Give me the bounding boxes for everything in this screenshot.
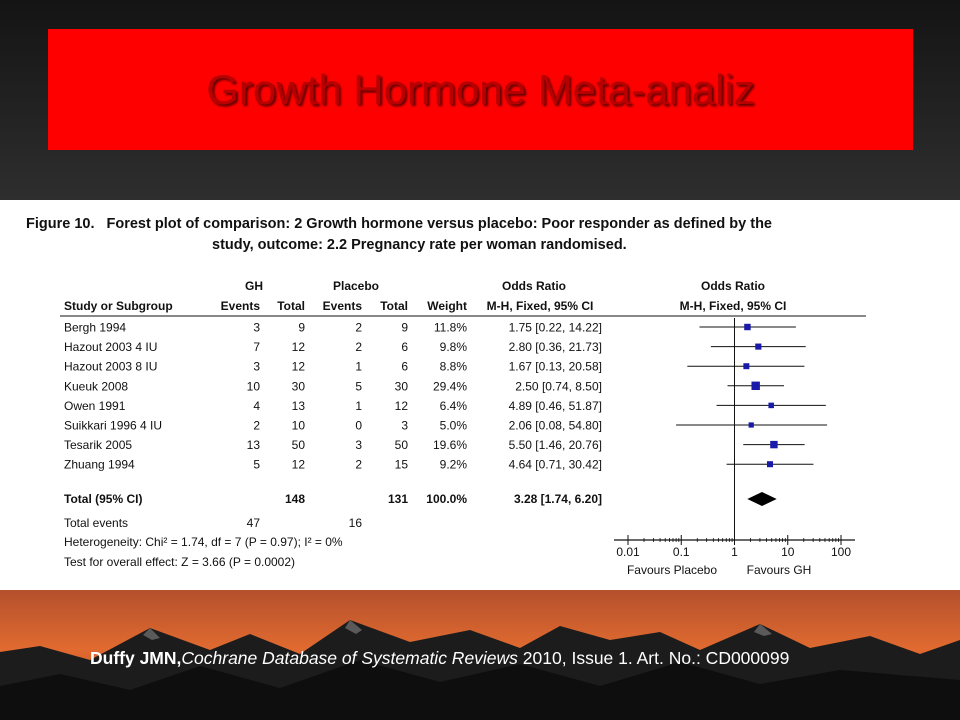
study-name: Kueuk 2008 — [64, 379, 129, 394]
weight: 8.8% — [439, 359, 467, 374]
pl-events: 2 — [355, 457, 362, 472]
gh-total: 12 — [291, 359, 305, 374]
favours-gh-label: Favours GH — [746, 563, 812, 577]
x-tick-label: 10 — [781, 545, 795, 559]
pl-total: 15 — [394, 457, 408, 472]
gh-total: 9 — [298, 320, 305, 335]
study-rows — [64, 321, 827, 472]
study-name: Hazout 2003 4 IU — [64, 340, 158, 355]
header-study: Study or Subgroup — [64, 299, 173, 313]
citation — [90, 646, 910, 670]
total-ci: 3.28 [1.74, 6.20] — [513, 492, 602, 506]
point-estimate-square — [744, 324, 750, 330]
x-tick-label: 100 — [830, 545, 852, 559]
header-odds-ratio-plot: Odds Ratio — [700, 279, 766, 293]
gh-events: 13 — [246, 438, 260, 453]
gh-events: 3 — [253, 359, 260, 374]
header-pl-events: Events — [322, 299, 362, 313]
x-tick-label: 0.01 — [616, 545, 640, 559]
pl-events: 1 — [355, 359, 362, 374]
pl-total: 30 — [394, 379, 408, 394]
weight: 5.0% — [439, 418, 467, 433]
pl-events: 0 — [355, 418, 362, 433]
table-row — [64, 340, 806, 354]
point-estimate-square — [770, 441, 777, 448]
total-weight: 100.0% — [426, 492, 467, 506]
total-events-label: Total events — [64, 516, 129, 530]
figure-panel — [0, 200, 960, 590]
slide-title: Growth Hormone Meta-analiz — [206, 65, 755, 113]
gh-events: 5 — [253, 457, 260, 472]
gh-total: 30 — [291, 379, 305, 394]
table-row — [64, 419, 827, 433]
odds-ratio-ci: 2.50 [0.74, 8.50] — [515, 379, 602, 394]
x-tick-label: 1 — [731, 545, 738, 559]
weight: 11.8% — [433, 320, 467, 335]
header-weight: Weight — [427, 299, 467, 313]
table-row — [64, 321, 796, 335]
header-method: M-H, Fixed, 95% CI — [486, 299, 594, 313]
pl-events: 2 — [355, 340, 362, 355]
total-gh-total: 148 — [284, 492, 305, 506]
point-estimate-square — [755, 344, 761, 350]
odds-ratio-ci: 1.75 [0.22, 14.22] — [508, 320, 602, 335]
pl-events: 5 — [355, 379, 362, 394]
odds-ratio-ci: 5.50 [1.46, 20.76] — [508, 438, 602, 453]
pl-events: 3 — [355, 438, 362, 453]
header-gh-total: Total — [277, 299, 305, 313]
table-row — [64, 458, 813, 472]
gh-events: 3 — [253, 320, 260, 335]
table-row — [64, 399, 826, 413]
total-events-pl: 16 — [348, 516, 362, 530]
table-row — [64, 379, 784, 393]
gh-total: 12 — [291, 340, 305, 355]
gh-events: 4 — [253, 398, 260, 413]
study-name: Suikkari 1996 4 IU — [64, 418, 163, 433]
header-gh-events: Events — [220, 299, 260, 313]
point-estimate-square — [749, 422, 754, 427]
caption-line-2: study, outcome: 2.2 Pregnancy rate per woman randomised. — [212, 237, 627, 253]
total-pl-total: 131 — [387, 492, 408, 506]
point-estimate-square — [743, 363, 749, 369]
pl-total: 50 — [394, 438, 408, 453]
header-placebo: Placebo — [332, 279, 380, 293]
pl-total: 6 — [401, 359, 408, 374]
total-label: Total (95% CI) — [64, 492, 143, 506]
gh-total: 10 — [291, 418, 305, 433]
total-events-gh: 47 — [246, 516, 260, 530]
weight: 29.4% — [432, 379, 467, 394]
point-estimate-square — [767, 461, 773, 467]
gh-total: 50 — [291, 438, 305, 453]
weight: 9.8% — [439, 340, 467, 355]
table-row — [64, 360, 804, 374]
odds-ratio-ci: 4.64 [0.71, 30.42] — [508, 457, 602, 472]
gh-events: 2 — [253, 418, 260, 433]
table-row — [64, 438, 805, 452]
header-method-plot: M-H, Fixed, 95% CI — [679, 299, 787, 313]
overall-effect-text: Test for overall effect: Z = 3.66 (P = 0.0002) — [64, 555, 296, 569]
gh-total: 13 — [291, 398, 305, 413]
header-odds-ratio: Odds Ratio — [501, 279, 567, 293]
study-name: Owen 1991 — [64, 398, 126, 413]
pl-events: 2 — [355, 320, 362, 335]
total-diamond — [747, 492, 776, 506]
caption-line-1: Forest plot of comparison: 2 Growth hormone versus placebo: Poor responder as defined by the — [106, 216, 772, 232]
x-tick-label: 0.1 — [672, 545, 690, 559]
pl-events: 1 — [355, 398, 362, 413]
pl-total: 12 — [394, 398, 408, 413]
forest-plot — [0, 200, 960, 590]
heterogeneity-text: Heterogeneity: Chi² = 1.74, df = 7 (P = 0.97); I² = 0% — [64, 535, 343, 549]
odds-ratio-ci: 2.80 [0.36, 21.73] — [508, 340, 602, 355]
pl-total: 6 — [401, 340, 408, 355]
gh-total: 12 — [291, 457, 305, 472]
weight: 9.2% — [439, 457, 467, 472]
study-name: Tesarik 2005 — [64, 438, 133, 453]
figure-label: Figure 10. — [26, 216, 95, 232]
weight: 6.4% — [439, 398, 467, 413]
point-estimate-square — [751, 382, 759, 390]
header-pl-total: Total — [380, 299, 408, 313]
pl-total: 3 — [401, 418, 408, 433]
title-banner — [48, 29, 913, 150]
pl-total: 9 — [401, 320, 408, 335]
favours-placebo-label: Favours Placebo — [626, 563, 718, 577]
study-name: Zhuang 1994 — [64, 457, 135, 472]
gh-events: 7 — [253, 340, 260, 355]
citation-journal: Cochrane Database of Systematic Reviews — [181, 648, 518, 668]
gh-events: 10 — [246, 379, 260, 394]
citation-author: Duffy JMN, — [90, 648, 182, 668]
point-estimate-square — [768, 403, 774, 409]
odds-ratio-ci: 2.06 [0.08, 54.80] — [508, 418, 602, 433]
x-axis-ticks — [616, 535, 851, 559]
odds-ratio-ci: 4.89 [0.46, 51.87] — [508, 398, 602, 413]
study-name: Bergh 1994 — [64, 320, 127, 335]
citation-details: 2010, Issue 1. Art. No.: CD000099 — [517, 648, 790, 668]
header-gh: GH — [245, 279, 263, 293]
odds-ratio-ci: 1.67 [0.13, 20.58] — [508, 359, 602, 374]
study-name: Hazout 2003 8 IU — [64, 359, 158, 374]
weight: 19.6% — [432, 438, 467, 453]
